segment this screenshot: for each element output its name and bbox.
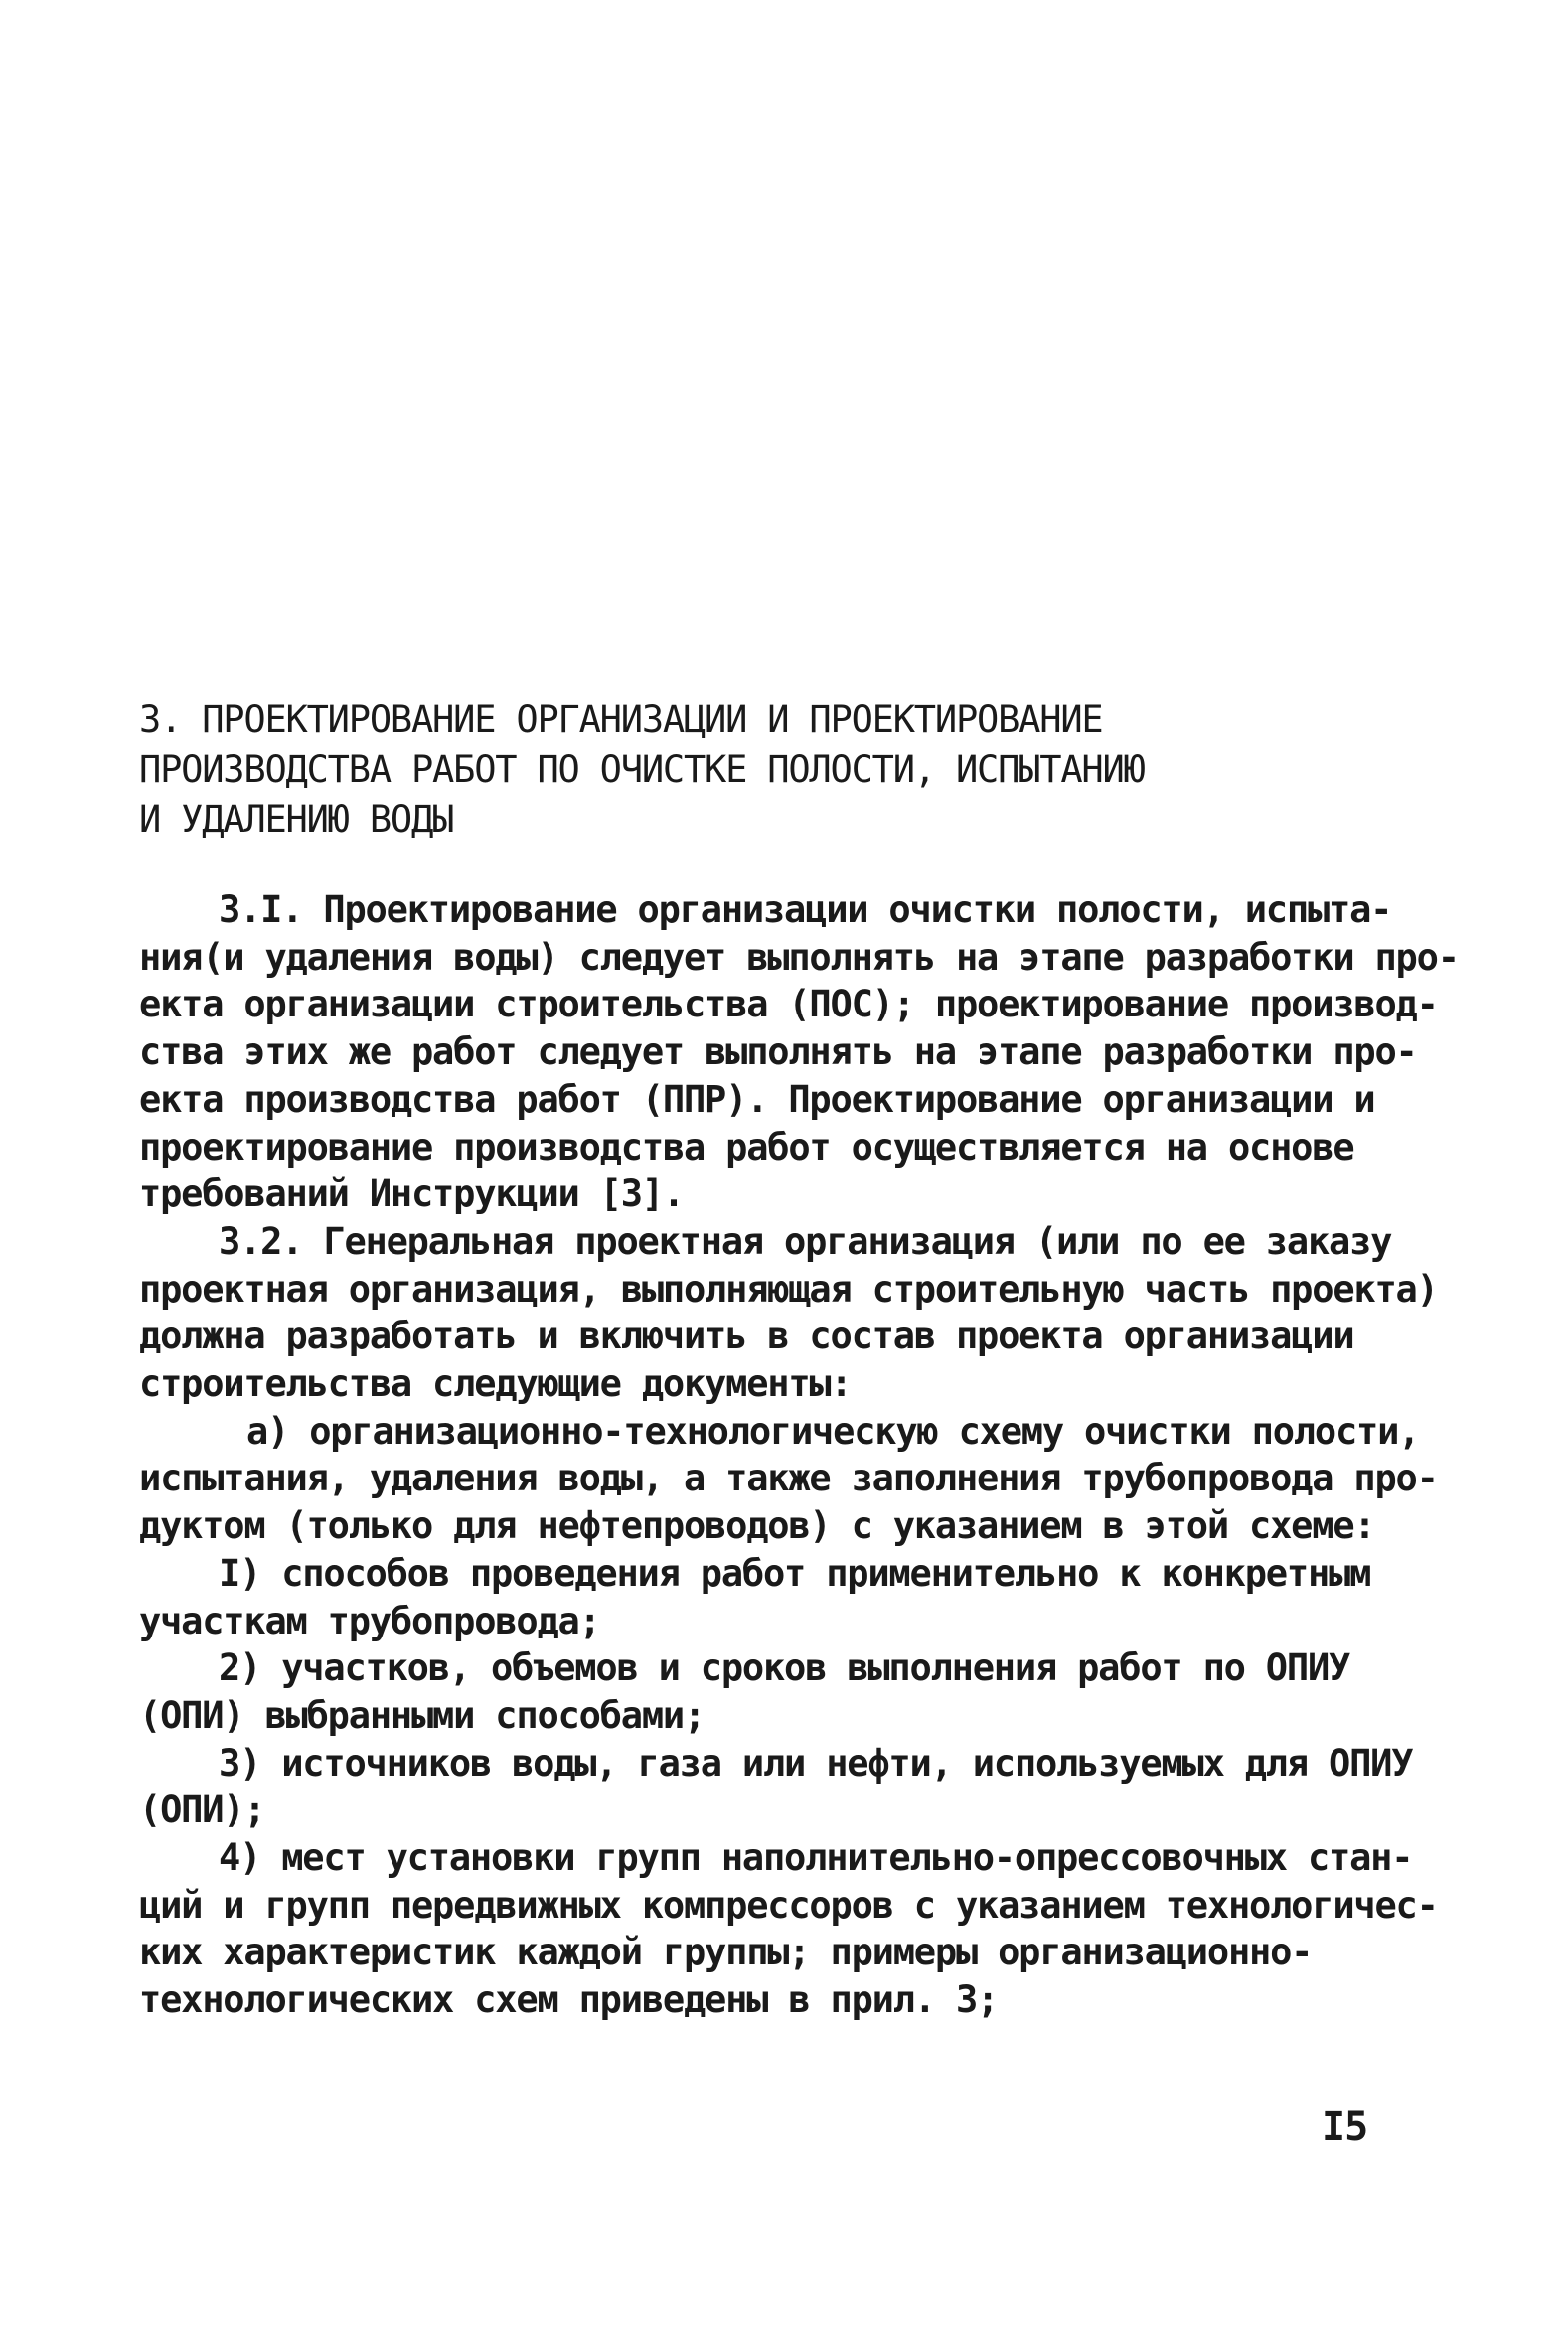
paragraph-3-1-line: екта организации строительства (ПОС); проектирование производ- [139,983,1438,1026]
item-3-line: 3) источников воды, газа или нефти, используемых для ОПИУ [219,1741,1413,1785]
item-1-line: участкам трубопровода; [139,1599,600,1642]
heading-line: 3. ПРОЕКТИРОВАНИЕ ОРГАНИЗАЦИИ И ПРОЕКТИРОВАНИЕ [139,699,1103,741]
item-2-line: 2) участков, объемов и сроков выполнения работ по ОПИУ [219,1646,1350,1690]
item-a-line: а) организационно-технологическую схему очистки полости, [246,1409,1420,1453]
item-a-line: дуктом (только для нефтепроводов) с указанием в этой схеме: [139,1504,1375,1548]
heading-line: И УДАЛЕНИЮ ВОДЫ [139,798,454,841]
heading-line: ПРОИЗВОДСТВА РАБОТ ПО ОЧИСТКЕ ПОЛОСТИ, ИСПЫТАНИЮ [139,748,1145,791]
paragraph-3-2-line: должна разработать и включить в состав проекта организации [139,1315,1354,1358]
item-a-line: испытания, удаления воды, а также заполнения трубопровода про- [139,1457,1438,1500]
paragraph-3-2-line: 3.2. Генеральная проектная организация (или по ее заказу [219,1219,1392,1263]
item-4-line: технологических схем приведены в прил. 3; [139,1978,999,2022]
paragraph-3-1-line: проектирование производства работ осуществляется на основе [139,1125,1354,1169]
paragraph-3-1-line: требований Инструкции [3]. [139,1172,684,1216]
item-1-line: I) способов проведения работ применительно к конкретным [219,1551,1371,1595]
item-4-line: ких характеристик каждой группы; примеры организационно- [139,1931,1313,1974]
item-3-line: (ОПИ); [139,1789,265,1832]
paragraph-3-1-line: 3.I. Проектирование организации очистки полости, испыта- [219,888,1392,931]
item-4-line: 4) мест установки групп наполнительно-опрессовочных стан- [219,1836,1413,1880]
paragraph-3-2-line: проектная организация, выполняющая строительную часть проекта) [139,1267,1438,1311]
section-heading [139,696,1411,845]
page-number: I5 [1322,2105,1368,2150]
paragraph-3-1-line: ства этих же работ следует выполнять на этапе разработки про- [139,1030,1417,1074]
body-text [139,886,1459,2024]
item-4-line: ций и групп передвижных компрессоров с указанием технологичес- [139,1883,1438,1927]
paragraph-3-1-line: екта производства работ (ППР). Проектирование организации и [139,1077,1375,1121]
paragraph-3-2-line: строительства следующие документы: [139,1362,852,1406]
item-2-line: (ОПИ) выбранными способами; [139,1693,706,1737]
paragraph-3-1-line: ния(и удаления воды) следует выполнять на этапе разработки про- [139,935,1459,979]
